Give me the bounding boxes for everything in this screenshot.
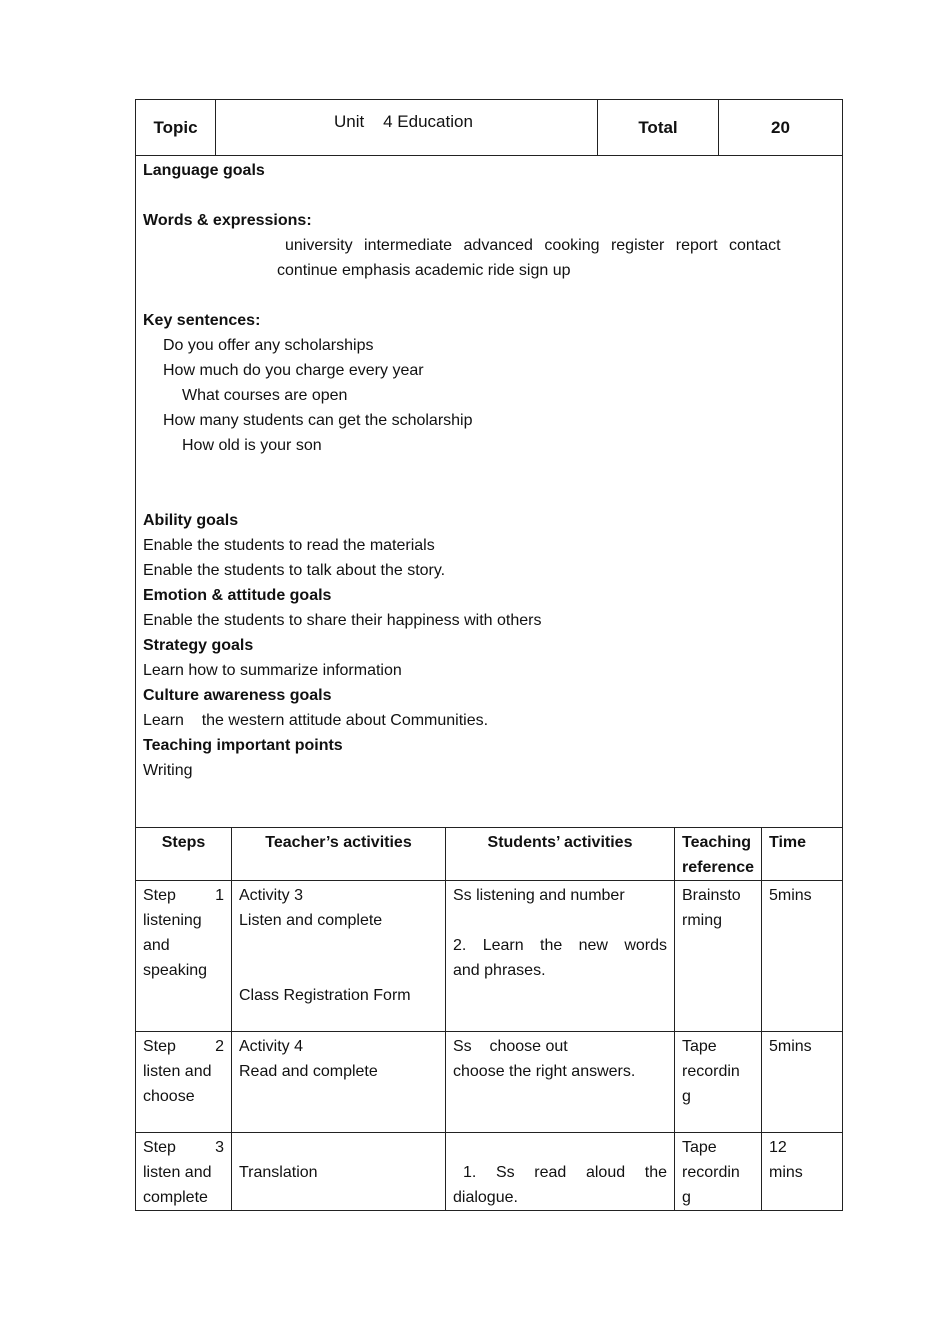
teacher-activity-text: Activity 3 bbox=[239, 887, 304, 904]
time-text: 12 bbox=[769, 1139, 787, 1156]
teacher-activity-cell bbox=[232, 881, 446, 1032]
key-sentence: How many students can get the scholarship bbox=[163, 412, 473, 429]
reference-text: g bbox=[682, 1189, 691, 1206]
step-text: Step 1 bbox=[143, 887, 224, 904]
col-time: Time bbox=[762, 828, 843, 881]
reference-text: Tape bbox=[682, 1139, 717, 1156]
strategy-goals-heading: Strategy goals bbox=[143, 637, 254, 654]
students-activity-text: choose the right answers. bbox=[453, 1063, 636, 1080]
table-row bbox=[136, 1032, 843, 1133]
important-point: Writing bbox=[143, 762, 193, 779]
emotion-goal: Enable the students to share their happiness with others bbox=[143, 612, 542, 629]
step-text: Step 2 bbox=[143, 1038, 224, 1055]
step-text: listening bbox=[143, 912, 202, 929]
step-cell bbox=[136, 881, 232, 1032]
words-line-2: continue emphasis academic ride sign up bbox=[277, 262, 571, 279]
step-cell bbox=[136, 1032, 232, 1133]
teacher-activity-text: Read and complete bbox=[239, 1063, 378, 1080]
key-sentences-heading: Key sentences: bbox=[143, 312, 261, 329]
teacher-activity-text: Translation bbox=[239, 1164, 318, 1181]
students-activity-cell bbox=[446, 1032, 675, 1133]
strategy-goal: Learn how to summarize information bbox=[143, 662, 402, 679]
reference-text: recordin bbox=[682, 1063, 740, 1080]
step-cell bbox=[136, 1133, 232, 1211]
time-text: mins bbox=[769, 1164, 803, 1181]
ability-goal: Enable the students to talk about the story. bbox=[143, 562, 446, 579]
teacher-activity-text: Listen and complete bbox=[239, 912, 383, 929]
col-teaching-reference bbox=[675, 828, 762, 881]
table-row bbox=[136, 881, 843, 1032]
words-line-1: university intermediate advanced cooking register report contact bbox=[285, 237, 781, 254]
step-text: complete bbox=[143, 1189, 208, 1206]
topic-value-text: Unit 4 Education bbox=[334, 112, 473, 131]
steps-header-row bbox=[136, 828, 843, 881]
total-value: 20 bbox=[719, 100, 843, 156]
reference-cell bbox=[675, 881, 762, 1032]
students-activity-text: Ss listening and number bbox=[453, 887, 625, 904]
students-activity-cell bbox=[446, 1133, 675, 1211]
reference-cell bbox=[675, 1032, 762, 1133]
step-text: choose bbox=[143, 1088, 195, 1105]
reference-text: Tape bbox=[682, 1038, 717, 1055]
lesson-header-table bbox=[135, 99, 843, 828]
table-row bbox=[136, 1133, 843, 1211]
col-reference-line: Teaching bbox=[682, 834, 752, 851]
reference-cell bbox=[675, 1133, 762, 1211]
goals-row bbox=[136, 156, 843, 828]
key-sentence: Do you offer any scholarships bbox=[163, 337, 374, 354]
words-heading: Words & expressions: bbox=[143, 212, 312, 229]
students-activity-text: Ss choose out bbox=[453, 1038, 568, 1055]
step-text: speaking bbox=[143, 962, 208, 979]
key-sentence: What courses are open bbox=[182, 387, 348, 404]
language-goals-heading: Language goals bbox=[143, 162, 265, 179]
col-teacher-activities: Teacher’s activities bbox=[232, 828, 446, 881]
step-text: listen and bbox=[143, 1164, 212, 1181]
emotion-goals-heading: Emotion & attitude goals bbox=[143, 587, 332, 604]
col-steps: Steps bbox=[136, 828, 232, 881]
culture-goal: Learn the western attitude about Communities. bbox=[143, 712, 489, 729]
step-text: Step 3 bbox=[143, 1139, 224, 1156]
teacher-activity-text: Activity 4 bbox=[239, 1038, 304, 1055]
reference-text: recordin bbox=[682, 1164, 740, 1181]
total-label: Total bbox=[598, 100, 719, 156]
topic-value bbox=[216, 100, 598, 156]
time-cell: 5mins bbox=[762, 1032, 843, 1133]
students-activity-text: 1. Ss read aloud the bbox=[463, 1164, 667, 1181]
culture-goals-heading: Culture awareness goals bbox=[143, 687, 332, 704]
time-cell: 5mins bbox=[762, 881, 843, 1032]
step-text: listen and bbox=[143, 1063, 212, 1080]
teacher-activity-cell bbox=[232, 1032, 446, 1133]
topic-label: Topic bbox=[136, 100, 216, 156]
header-row bbox=[136, 100, 843, 156]
students-activity-text: dialogue. bbox=[453, 1189, 518, 1206]
steps-table bbox=[135, 827, 843, 1211]
ability-goals-heading: Ability goals bbox=[143, 512, 239, 529]
col-reference-line: reference bbox=[682, 859, 755, 876]
goals-cell bbox=[136, 156, 843, 828]
teacher-activity-text: Class Registration Form bbox=[239, 987, 411, 1004]
teacher-activity-cell bbox=[232, 1133, 446, 1211]
important-points-heading: Teaching important points bbox=[143, 737, 343, 754]
reference-text: rming bbox=[682, 912, 723, 929]
students-activity-text: and phrases. bbox=[453, 962, 546, 979]
key-sentence: How much do you charge every year bbox=[163, 362, 424, 379]
step-text: and bbox=[143, 937, 170, 954]
time-cell bbox=[762, 1133, 843, 1211]
students-activity-cell bbox=[446, 881, 675, 1032]
students-activity-text: 2. Learn the new words bbox=[453, 937, 667, 954]
col-students-activities: Students’ activities bbox=[446, 828, 675, 881]
reference-text: g bbox=[682, 1088, 691, 1105]
ability-goal: Enable the students to read the materials bbox=[143, 537, 435, 554]
reference-text: Brainsto bbox=[682, 887, 741, 904]
key-sentence: How old is your son bbox=[182, 437, 322, 454]
lesson-plan-sheet bbox=[135, 99, 842, 1211]
